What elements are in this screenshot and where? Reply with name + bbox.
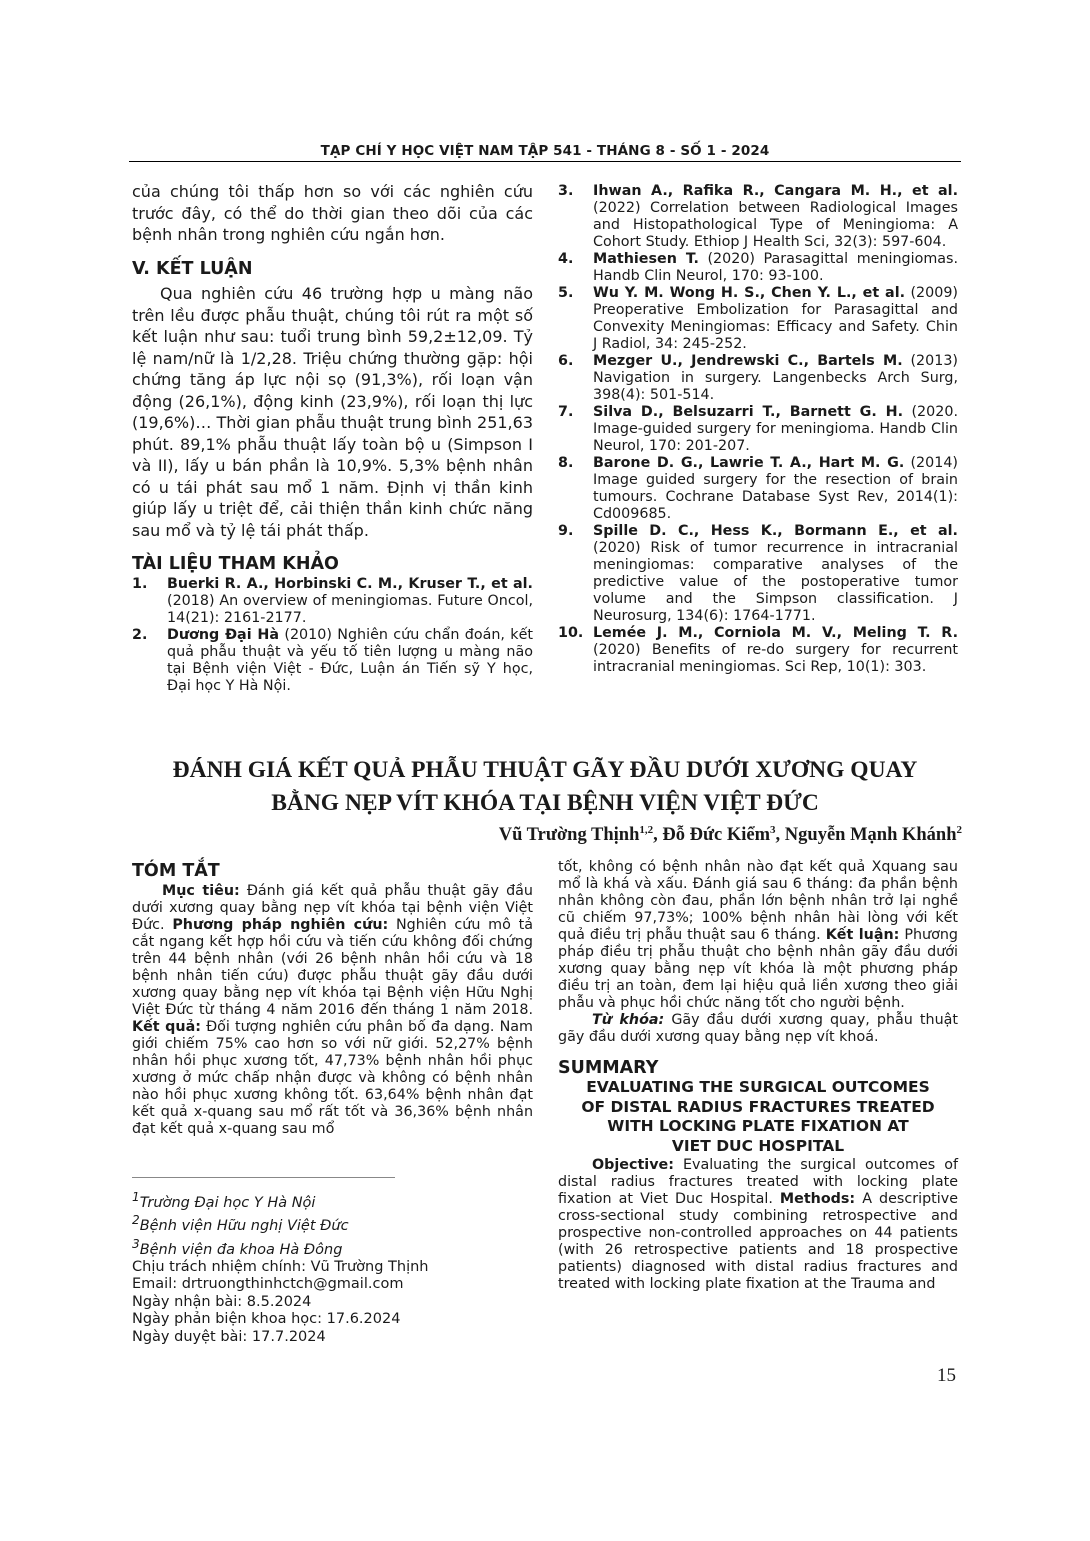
reference-item	[132, 576, 533, 627]
reference-text: (2013) Navigation in surgery. Langenbecks Arch Surg, 398(4): 501-514.	[593, 353, 959, 403]
reference-number: 7.	[558, 404, 574, 420]
reference-text: (2022) Correlation between Radiological Images and Histopathological Type of Meningioma: A Cohort Study. Ethiop J Health Sci, 32(3): 597-604.	[593, 200, 958, 250]
reference-text: (2014) Image guided surgery for the resection of brain tumours. Cochrane Database Syst Rev, 2014(1): Cd009685.	[593, 455, 958, 522]
footnotes	[132, 1189, 429, 1346]
summary-title	[558, 1078, 958, 1156]
prev-left-column	[132, 181, 533, 695]
abstract-body	[132, 883, 533, 1138]
references-heading: TÀI LIỆU THAM KHẢO	[132, 554, 339, 574]
summary-objective-label: Objective:	[592, 1157, 674, 1173]
reference-number: 1.	[132, 575, 148, 592]
reference-text: (2020) Risk of tumor recurrence in intracranial meningiomas: comparative analyses of the predictive value of the postoperative tumor volume and the Simpson classification. J Neurosurg, 134(6): 1764-1771.	[593, 540, 958, 624]
reference-number: 5.	[558, 285, 574, 301]
results-label: Kết quả:	[132, 1019, 201, 1035]
results-text-part2: tốt, không có bệnh nhân nào đạt kết quả Xquang sau mổ là khá và xấu. Đánh giá sau 6 tháng: đa phần bệnh nhân không còn đau, phần lớn bệnh nhân trở lại nghề cũ chiếm 97,73%; 100% bệnh nhân hài lòng với kết quả điều trị phẫu thuật sau 6 tháng.	[558, 859, 958, 943]
reference-authors: Silva D., Belsuzarri T., Barnett G. H.	[593, 404, 904, 420]
summary-paragraph	[558, 1157, 958, 1293]
author-affiliation-sup: 1,2	[639, 824, 654, 836]
objective-label: Mục tiêu:	[162, 883, 240, 899]
reference-text: (2018) An overview of meningiomas. Future Oncol, 14(21): 2161-2177.	[167, 592, 533, 626]
article-title-line-2: BẰNG NẸP VÍT KHÓA TẠI BỆNH VIỆN VIỆT ĐỨC	[271, 790, 819, 816]
summary-title-line: VIET DUC HOSPITAL	[671, 1136, 845, 1155]
prev-intro-paragraph: của chúng tôi thấp hơn so với các nghiên cứu trước đây, có thể do thời gian theo dõi của các bệnh nhân trong nghiên cứu ngắn hơn.	[132, 182, 533, 244]
methods-text: Nghiên cứu mô tả cắt ngang kết hợp hồi cứu và tiến cứu không đối chứng trên 44 bệnh nhân (với 26 bệnh nhân hồi cứu và 18 bệnh nhân tiến cứu) được phẫu thuật gãy đầu dưới xương quay bằng nẹp vít khóa tại Bệnh viện Hữu Nghị Việt Đức từ tháng 4 năm 2016 đến tháng 1 năm 2018.	[132, 917, 533, 1018]
keywords-label: Từ khóa:	[592, 1012, 665, 1028]
reference-authors: Dương Đại Hà	[167, 626, 280, 643]
conclusion-label: Kết luận:	[825, 927, 900, 943]
reference-text: (2020. Image-guided surgery for meningioma. Handb Clin Neurol, 170: 201-207.	[593, 404, 958, 454]
reference-item	[558, 625, 958, 676]
date-reviewed: Ngày phản biện khoa học: 17.6.2024	[132, 1311, 401, 1328]
summary-body	[558, 1157, 958, 1293]
reference-authors: Wu Y. M. Wong H. S., Chen Y. L., et al.	[593, 285, 906, 301]
summary-methods-text: A descriptive cross-sectional study combining retrospective and prospective non-controlled approaches on 44 patients (with 26 retrospective patients and 18 prospective patients) diagnosed with distal radius fractures and treated with locking plate fixation at the Trauma and	[558, 1191, 958, 1292]
reference-item	[558, 183, 958, 251]
affiliation-2: $^2$Bệnh viện Hữu nghị Việt Đức	[132, 1213, 349, 1235]
article-title-line-1: ĐÁNH GIÁ KẾT QUẢ PHẪU THUẬT GÃY ĐẦU DƯỚI XƯƠNG QUAY	[172, 757, 918, 783]
reference-number: 2.	[132, 626, 148, 643]
reference-item	[558, 455, 958, 523]
summary-methods-label: Methods:	[779, 1191, 856, 1207]
abstract-paragraph	[132, 883, 533, 1138]
summary-title-line: OF DISTAL RADIUS FRACTURES TREATED	[581, 1097, 935, 1116]
reference-authors: Lemée J. M., Corniola M. V., Meling T. R.	[593, 625, 958, 641]
journal-header: TẠP CHÍ Y HỌC VIỆT NAM TẬP 541 - THÁNG 8 - SỐ 1 - 2024	[320, 143, 770, 159]
reference-item	[558, 251, 958, 285]
abstract-left-column	[132, 861, 533, 1138]
date-approved: Ngày duyệt bài: 17.7.2024	[132, 1328, 326, 1345]
reference-authors: Barone D. G., Lawrie T. A., Hart M. G.	[593, 455, 905, 471]
objective-text: Đánh giá kết quả phẫu thuật gãy đầu dưới xương quay bằng nẹp vít khóa tại bệnh viện Việt Đức.	[132, 883, 533, 933]
reference-item	[558, 353, 958, 404]
summary-objective-text: Evaluating the surgical outcomes of distal radius fractures treated with locking plate fixation at Viet Duc Hospital.	[558, 1157, 958, 1207]
header-rule	[129, 161, 961, 162]
abstract-right-column	[558, 859, 958, 1293]
author-name: Nguyễn Mạnh Khánh	[784, 825, 957, 846]
author-name: Đỗ Đức Kiểm	[662, 825, 771, 846]
reference-number: 4.	[558, 251, 574, 267]
reference-item	[558, 285, 958, 353]
reference-authors: Spille D. C., Hess K., Bormann E., et al.	[593, 523, 958, 539]
responsible-author: Chịu trách nhiệm chính: Vũ Trường Thịnh	[132, 1258, 429, 1275]
author-affiliation-sup: 2	[956, 824, 962, 836]
reference-number: 8.	[558, 455, 574, 471]
reference-text: (2020) Benefits of re-do surgery for recurrent intracranial meningiomas. Sci Rep, 10(1): 303.	[593, 642, 958, 675]
abstract-heading: TÓM TẮT	[132, 861, 220, 881]
article-title	[0, 754, 1090, 820]
reference-number: 9.	[558, 523, 574, 539]
reference-authors: Mezger U., Jendrewski C., Bartels M.	[593, 353, 903, 369]
conclusion-paragraph: Qua nghiên cứu 46 trường hợp u màng não trên lều được phẫu thuật, chúng tôi rút ra một số kết luận như sau: tuổi trung bình 59,2±12,09. Tỷ lệ nam/nữ là 1/2,28. Triệu chứng thường gặp: hội chứng tăng áp lực nội sọ (91,3%), rối loạn vận động (26,1%), động kinh (23,9%), rối loạn thị lực (19,6%)… Thời gian phẫu thuật trung bình 251,63 phút. 89,1% phẫu thuật lấy toàn bộ u (Simpson I và II), lấy u bán phần là 10,9%. 5,3% bệnh nhân có u tái phát sau mổ 1 năm. Định vị thần kinh giúp lấy u triệt để, cải thiện thần kinh chức năng sau mổ và tỷ lệ tái phát thấp.	[132, 284, 533, 540]
summary-heading: SUMMARY	[558, 1058, 659, 1078]
reference-authors: Buerki R. A., Horbinski C. M., Kruser T., et al.	[167, 575, 533, 592]
reference-number: 10.	[558, 625, 584, 641]
reference-item	[558, 523, 958, 625]
abstract-paragraph-continued	[558, 859, 958, 1012]
reference-number: 6.	[558, 353, 574, 369]
reference-text: (2009) Preoperative Embolization for Parasagittal and Convexity Meningiomas: Efficacy and Safety. Chin J Radiol, 34: 245-252.	[593, 285, 958, 352]
reference-authors: Ihwan A., Rafika R., Cangara M. H., et al.	[593, 183, 958, 199]
page-number: 15	[937, 1365, 956, 1386]
conclusion-text: Phương pháp điều trị phẫu thuật cho bệnh nhân gãy đầu dưới xương quay bằng nẹp vít khóa là một phương pháp điều trị an toàn, đem lại hiệu quả liền xương theo giải phẫu và phục hồi chức năng tốt cho người bệnh.	[558, 927, 958, 1011]
author-list: Vũ Trường Thịnh$^{1,2}$, Đỗ Đức Kiểm$^3$, Nguyễn Mạnh Khánh$^2$	[498, 824, 962, 846]
footnote-rule	[132, 1177, 395, 1178]
reference-number: 3.	[558, 183, 574, 199]
references-list-right	[558, 183, 958, 676]
author-name: Vũ Trường Thịnh	[498, 825, 640, 846]
conclusion-heading: V. KẾT LUẬN	[132, 258, 253, 279]
summary-title-line: EVALUATING THE SURGICAL OUTCOMES	[586, 1078, 930, 1096]
reference-authors: Mathiesen T.	[593, 251, 699, 267]
prev-right-column	[558, 183, 958, 676]
reference-item	[132, 627, 533, 695]
keywords-paragraph	[558, 1012, 958, 1046]
reference-text: (2010) Nghiên cứu chẩn đoán, kết quả phẫu thuật và yếu tố tiên lượng u màng não tại Bệnh viện Việt - Đức, Luận án Tiến sỹ Y học, Đại học Y Hà Nội.	[167, 626, 533, 694]
author-affiliation-sup: 3	[770, 824, 776, 836]
reference-item	[558, 404, 958, 455]
summary-title-line: WITH LOCKING PLATE FIXATION AT	[607, 1117, 909, 1135]
date-received: Ngày nhận bài: 8.5.2024	[132, 1293, 312, 1310]
reference-text: (2020) Parasagittal meningiomas. Handb Clin Neurol, 170: 93-100.	[593, 251, 958, 284]
references-list-left	[132, 576, 533, 695]
email-link[interactable]: Email: drtruongthinhctch@gmail.com	[132, 1276, 404, 1293]
results-text-part1: Đối tượng nghiên cứu phân bố đa dạng. Nam giới chiếm 75% cao hơn so với nữ giới. 52,27% bệnh nhân hồi phục xương tốt, 47,73% bệnh nhân hồi phục xương ở mức chấp nhận được và không có bệnh nhân nào hồi phục xương không tốt. 63,64% bệnh nhân đạt kết quả x-quang sau mổ rất tốt và 36,36% bệnh nhân đạt kết quả x-quang sau mổ	[132, 1019, 533, 1137]
affiliation-1: $^1$Trường Đại học Y Hà Nội	[132, 1190, 316, 1211]
keywords-text: Gãy đầu dưới xương quay, phẫu thuật gãy đầu dưới xương quay bằng nẹp vít khoá.	[558, 1012, 958, 1045]
methods-label: Phương pháp nghiên cứu:	[172, 917, 389, 933]
affiliation-3: $^3$Bệnh viện đa khoa Hà Đông	[132, 1236, 343, 1258]
abstract-continued	[558, 859, 958, 1046]
